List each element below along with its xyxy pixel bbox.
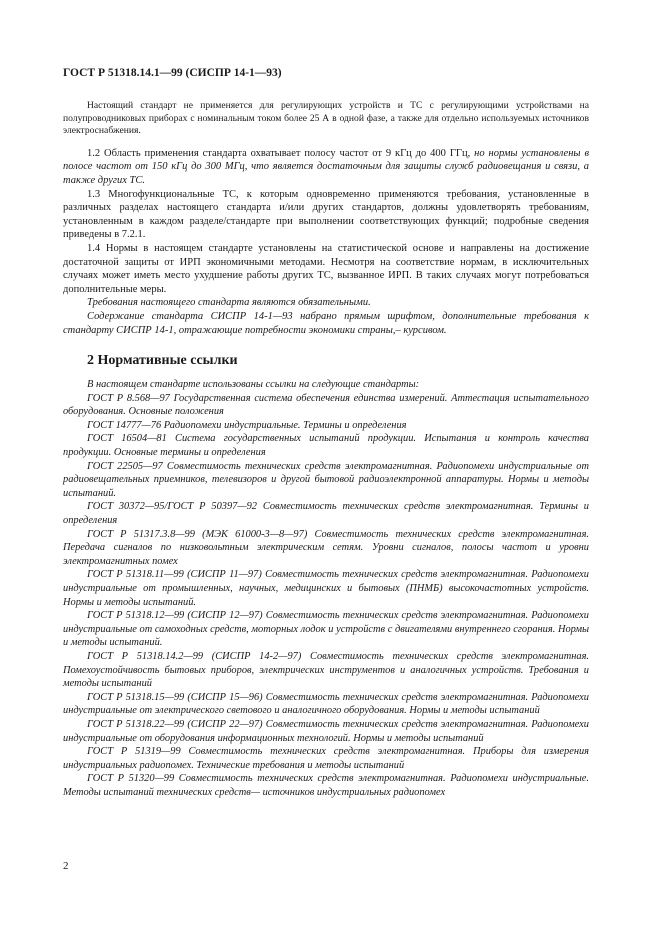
reference-item: ГОСТ Р 51318.22—99 (СИСПР 22—97) Совместимость технических средств электромагнитная. Радиопомехи индустриальные от оборудования информационных технологий. Нормы и методы испытаний [63, 718, 589, 744]
reference-item: ГОСТ 16504—81 Система государственных испытаний продукции. Испытания и контроль качества продукции. Основные термины и определения [63, 433, 589, 459]
reference-item: ГОСТ Р 51318.14.2—99 (СИСПР 14-2—97) Совместимость технических средств электромагнитная. Помехоустойчивость бытовых приборов, электрических инструментов и аналогичных устройств. Требования и методы испытаний [63, 650, 589, 690]
clause-1-3: 1.3 Многофункциональные ТС, к которым одновременно применяются требования, установленные в различных разделах настоящего стандарта и/или других стандартов, должны удовлетворять требованиям, установленным в каждом разделе/стандарте при выполнении соответствующих функций; подробные сведения приведены в 7.2.1. [63, 188, 589, 241]
reference-item: ГОСТ Р 51320—99 Совместимость технических средств электромагнитная. Радиопомехи индустриальные. Методы испытаний технических средств— источников индустриальных радиопомех [63, 773, 589, 798]
page-number: 2 [63, 860, 69, 872]
mandatory-requirements-note: Требования настоящего стандарта являются обязательными. [87, 297, 371, 309]
scope-exclusion-note: Настоящий стандарт не применяется для регулирующих устройств и ТС с регулирующими устройствами на полупроводниковых приборах с номинальным током более 25 А в одной фазе, а также для отдельно используемых источников электроснабжения. [63, 100, 589, 137]
reference-item: ГОСТ Р 51317.3.8—99 (МЭК 61000-3—8—97) Совместимость технических средств электромагнитная. Передача сигналов по низковольтным электрическим сетям. Уровни сигналов, полосы частот и уровни электромагнитных помех [63, 528, 589, 567]
clause-1-4: 1.4 Нормы в настоящем стандарте установлены на статистической основе и направлены на достижение достаточной защиты от ИРП экономичными методами. Несмотря на соответствие нормам, в исключительных случаях может иметь место ухудшение работы других ТС, вызванное ИРП. В таких случаях могут потребоваться дополнительные меры. [63, 242, 589, 295]
reference-item: ГОСТ Р 51318.12—99 (СИСПР 12—97) Совместимость технических средств электромагнитная. Радиопомехи индустриальные от самоходных средств, моторных лодок и устройств с двигателями внутреннего сгорания. Нормы и методы испытаний. [63, 610, 589, 649]
clause-1-2-italic-text: но нормы установлены в полосе частот от 150 кГц до 300 МГц, что является достаточным для защиты служб радиовещания и связи, а также других ТС. [63, 147, 590, 186]
references-intro: В настоящем стандарте использованы ссылки на следующие стандарты: [87, 379, 420, 391]
reference-item: ГОСТ Р 51318.15—99 (СИСПР 15—96) Совместимость технических средств электромагнитная. Радиопомехи индустриальные от электрического светового и аналогичного оборудования. Нормы и методы испытаний [63, 691, 589, 717]
reference-item: ГОСТ 22505—97 Совместимость технических средств электромагнитная. Радиопомехи индустриальные от радиовещательных приемников, телевизоров и другой бытовой радиоэлектронной аппаратуры. Нормы и методы испытаний. [63, 460, 589, 499]
reference-item: ГОСТ Р 51319—99 Совместимость технических средств электромагнитная. Приборы для измерения индустриальных радиопомех. Технические требования и методы испытаний [63, 746, 589, 771]
typeface-convention-note: Содержание стандарта СИСПР 14-1—93 набрано прямым шрифтом, дополнительные требования к стандарту СИСПР 14-1, отражающие потребности экономики страны,– курсивом. [63, 310, 589, 336]
reference-item: ГОСТ Р 51318.11—99 (СИСПР 11—97) Совместимость технических средств электромагнитная. Радиопомехи индустриальные от промышленных, научных, медицинских и бытовых (ПНМБ) высокочастотных устройств. Нормы и методы испытаний. [63, 569, 589, 608]
reference-item: ГОСТ 14777—76 Радиопомехи индустриальные. Термины и определения [87, 419, 407, 431]
reference-item: ГОСТ Р 8.568—97 Государственная система обеспечения единства измерений. Аттестация испытательного оборудования. Основные положения [63, 392, 589, 418]
clause-1-2-text: 1.2 Область применения стандарта охватывает полосу частот от 9 кГц до 400 ГГц, [87, 147, 475, 159]
reference-item: ГОСТ 30372—95/ГОСТ Р 50397—92 Совместимость технических средств электромагнитная. Термины и определения [63, 501, 589, 527]
clause-1-2 [63, 147, 589, 188]
section-heading: 2 Нормативные ссылки [87, 353, 238, 369]
running-header: ГОСТ Р 51318.14.1—99 (СИСПР 14-1—93) [63, 67, 282, 79]
references-list [63, 392, 589, 800]
